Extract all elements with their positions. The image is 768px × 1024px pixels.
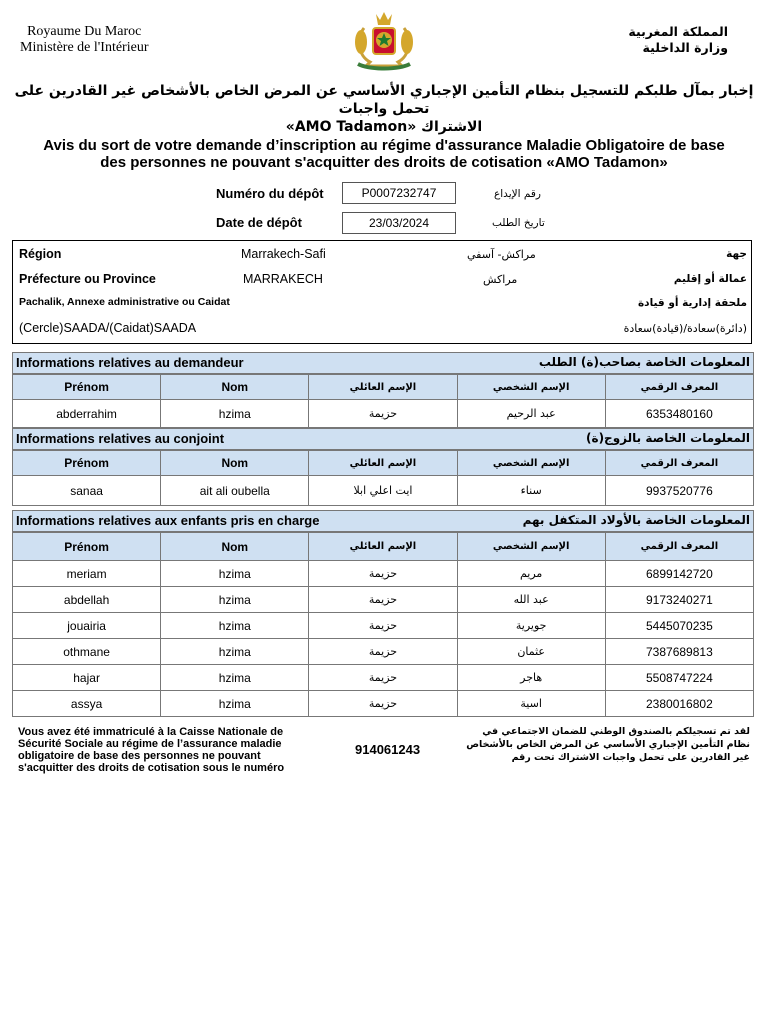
col-id-ar: المعرف الرقمي — [605, 533, 753, 561]
deposit-number-label-ar: رقم الإيداع — [494, 188, 541, 200]
registration-notice-ar: لقد تم تسجيلكم بالصندوق الوطني للضمان الاجتماعي في نظام التأمين الإجباري الأساسي عن المرض الخاص بالأشخاص غير القادرين على تحمل واجبات الاشتراك تحت رقم — [466, 726, 750, 763]
child-prenom: abdellah — [13, 587, 161, 613]
child-personal-ar: عثمان — [457, 639, 605, 665]
prefecture-value: MARRAKECH — [243, 272, 323, 286]
spouse-section-header — [12, 428, 754, 450]
spouse-personal-ar: سناء — [457, 476, 605, 506]
prefecture-label-ar: عمالة أو إقليم — [673, 273, 747, 285]
registration-number: 914061243 — [355, 742, 421, 757]
child-nom: hzima — [161, 613, 309, 639]
applicant-nom: hzima — [161, 400, 309, 428]
ministry-header-ar — [628, 24, 728, 56]
deposit-date-value: 23/03/2024 — [342, 212, 456, 234]
document-title-fr — [14, 137, 754, 171]
col-id-ar: المعرف الرقمي — [605, 451, 753, 476]
table-header-row — [13, 375, 754, 400]
table-row — [13, 561, 754, 587]
table-row — [13, 639, 754, 665]
child-nom: hzima — [161, 561, 309, 587]
region-label-ar: جهة — [726, 248, 747, 260]
applicant-id: 6353480160 — [605, 400, 753, 428]
col-prenom: Prénom — [13, 533, 161, 561]
child-family-ar: حزيمة — [309, 561, 457, 587]
col-personal-ar: الإسم الشخصي — [457, 451, 605, 476]
deposit-date-label-ar: تاريخ الطلب — [492, 217, 545, 229]
region-value: Marrakech-Safi — [241, 247, 326, 261]
child-personal-ar: هاجر — [457, 665, 605, 691]
child-nom: hzima — [161, 691, 309, 717]
deposit-number-label: Numéro du dépôt — [216, 186, 324, 201]
child-id: 6899142720 — [605, 561, 753, 587]
child-prenom: assya — [13, 691, 161, 717]
region-label: Région — [19, 247, 62, 261]
table-header-row — [13, 533, 754, 561]
col-personal-ar: الإسم الشخصي — [457, 533, 605, 561]
col-family-ar: الإسم العائلي — [309, 533, 457, 561]
title-fr-line1: Avis du sort de votre demande d’inscription au régime d'assurance Maladie Obligatoire de base — [43, 137, 725, 154]
applicant-family-ar: حزيمة — [309, 400, 457, 428]
child-family-ar: حزيمة — [309, 639, 457, 665]
title-ar-line1: إخبار بمآل طلبكم للتسجيل بنظام التأمين الإجباري الأساسي عن المرض الخاص بالأشخاص غير القادرين على تحمل واجبات — [14, 83, 754, 117]
pachalik-label-ar: ملحقة إدارية أو قيادة — [637, 297, 747, 309]
spouse-prenom: sanaa — [13, 476, 161, 506]
col-family-ar: الإسم العائلي — [309, 451, 457, 476]
table-row — [13, 587, 754, 613]
children-title-ar: المعلومات الخاصة بالأولاد المتكفل بهم — [522, 513, 750, 527]
applicant-personal-ar: عبد الرحيم — [457, 400, 605, 428]
child-id: 9173240271 — [605, 587, 753, 613]
ministry-header-fr — [20, 24, 148, 56]
child-family-ar: حزيمة — [309, 691, 457, 717]
child-id: 5508747224 — [605, 665, 753, 691]
table-header-row — [13, 451, 754, 476]
spouse-section — [12, 428, 754, 506]
table-row — [13, 691, 754, 717]
document-title-ar — [14, 82, 754, 136]
table-row — [13, 613, 754, 639]
child-prenom: hajar — [13, 665, 161, 691]
child-nom: hzima — [161, 665, 309, 691]
applicant-section — [12, 352, 754, 428]
kingdom-name-ar: المملكة المغربية — [628, 24, 728, 39]
child-personal-ar: اسية — [457, 691, 605, 717]
col-personal-ar: الإسم الشخصي — [457, 375, 605, 400]
children-section — [12, 510, 754, 717]
location-box — [12, 240, 752, 344]
table-row — [13, 400, 754, 428]
child-family-ar: حزيمة — [309, 665, 457, 691]
col-nom: Nom — [161, 451, 309, 476]
spouse-nom: ait ali oubella — [161, 476, 309, 506]
applicant-table — [12, 374, 754, 428]
applicant-section-header — [12, 352, 754, 374]
region-value-ar: مراكش- آسفي — [467, 248, 536, 261]
col-prenom: Prénom — [13, 375, 161, 400]
child-id: 2380016802 — [605, 691, 753, 717]
table-row — [13, 665, 754, 691]
col-nom: Nom — [161, 533, 309, 561]
child-family-ar: حزيمة — [309, 613, 457, 639]
child-id: 5445070235 — [605, 613, 753, 639]
registration-notice-fr: Vous avez été immatriculé à la Caisse Nationale de Sécurité Sociale au régime de l’assurance maladie obligatoire de base des personnes ne pouvant s'acquitter des droits de cotisation sous le numéro — [18, 726, 285, 774]
child-personal-ar: مريم — [457, 561, 605, 587]
col-id-ar: المعرف الرقمي — [605, 375, 753, 400]
ministry-name-fr: Ministère de l'Intérieur — [20, 40, 149, 55]
child-nom: hzima — [161, 639, 309, 665]
deposit-number-value: P0007232747 — [342, 182, 456, 204]
col-prenom: Prénom — [13, 451, 161, 476]
ministry-name-ar: وزارة الداخلية — [642, 40, 728, 55]
child-prenom: jouairia — [13, 613, 161, 639]
pachalik-label: Pachalik, Annexe administrative ou Caidat — [19, 296, 230, 308]
child-personal-ar: عبد الله — [457, 587, 605, 613]
prefecture-value-ar: مراكش — [483, 273, 518, 286]
child-id: 7387689813 — [605, 639, 753, 665]
title-fr-line2: des personnes ne pouvant s'acquitter des droits de cotisation «AMO Tadamon» — [100, 154, 668, 171]
spouse-id: 9937520776 — [605, 476, 753, 506]
applicant-title-fr: Informations relatives au demandeur — [16, 355, 244, 370]
spouse-table — [12, 450, 754, 506]
child-personal-ar: جويرية — [457, 613, 605, 639]
col-family-ar: الإسم العائلي — [309, 375, 457, 400]
child-family-ar: حزيمة — [309, 587, 457, 613]
children-title-fr: Informations relatives aux enfants pris en charge — [16, 513, 320, 528]
spouse-family-ar: ايت اعلي ابلا — [309, 476, 457, 506]
children-section-header — [12, 510, 754, 532]
spouse-title-ar: المعلومات الخاصة بالزوج(ة) — [586, 431, 750, 445]
coat-of-arms-icon — [350, 8, 418, 74]
table-row — [13, 476, 754, 506]
kingdom-name-fr: Royaume Du Maroc — [27, 24, 142, 39]
col-nom: Nom — [161, 375, 309, 400]
applicant-title-ar: المعلومات الخاصة بصاحب(ة) الطلب — [538, 355, 750, 369]
caidat-value-ar: (دائرة)سعادة/(قيادة)سعادة — [623, 322, 747, 335]
child-prenom: othmane — [13, 639, 161, 665]
child-prenom: meriam — [13, 561, 161, 587]
title-ar-line2: الاشتراك «AMO Tadamon» — [285, 119, 483, 135]
prefecture-label: Préfecture ou Province — [19, 272, 156, 286]
applicant-prenom: abderrahim — [13, 400, 161, 428]
deposit-date-label: Date de dépôt — [216, 215, 302, 230]
children-table — [12, 532, 754, 717]
child-nom: hzima — [161, 587, 309, 613]
caidat-value: (Cercle)SAADA/(Caidat)SAADA — [19, 321, 197, 335]
spouse-title-fr: Informations relatives au conjoint — [16, 431, 225, 446]
